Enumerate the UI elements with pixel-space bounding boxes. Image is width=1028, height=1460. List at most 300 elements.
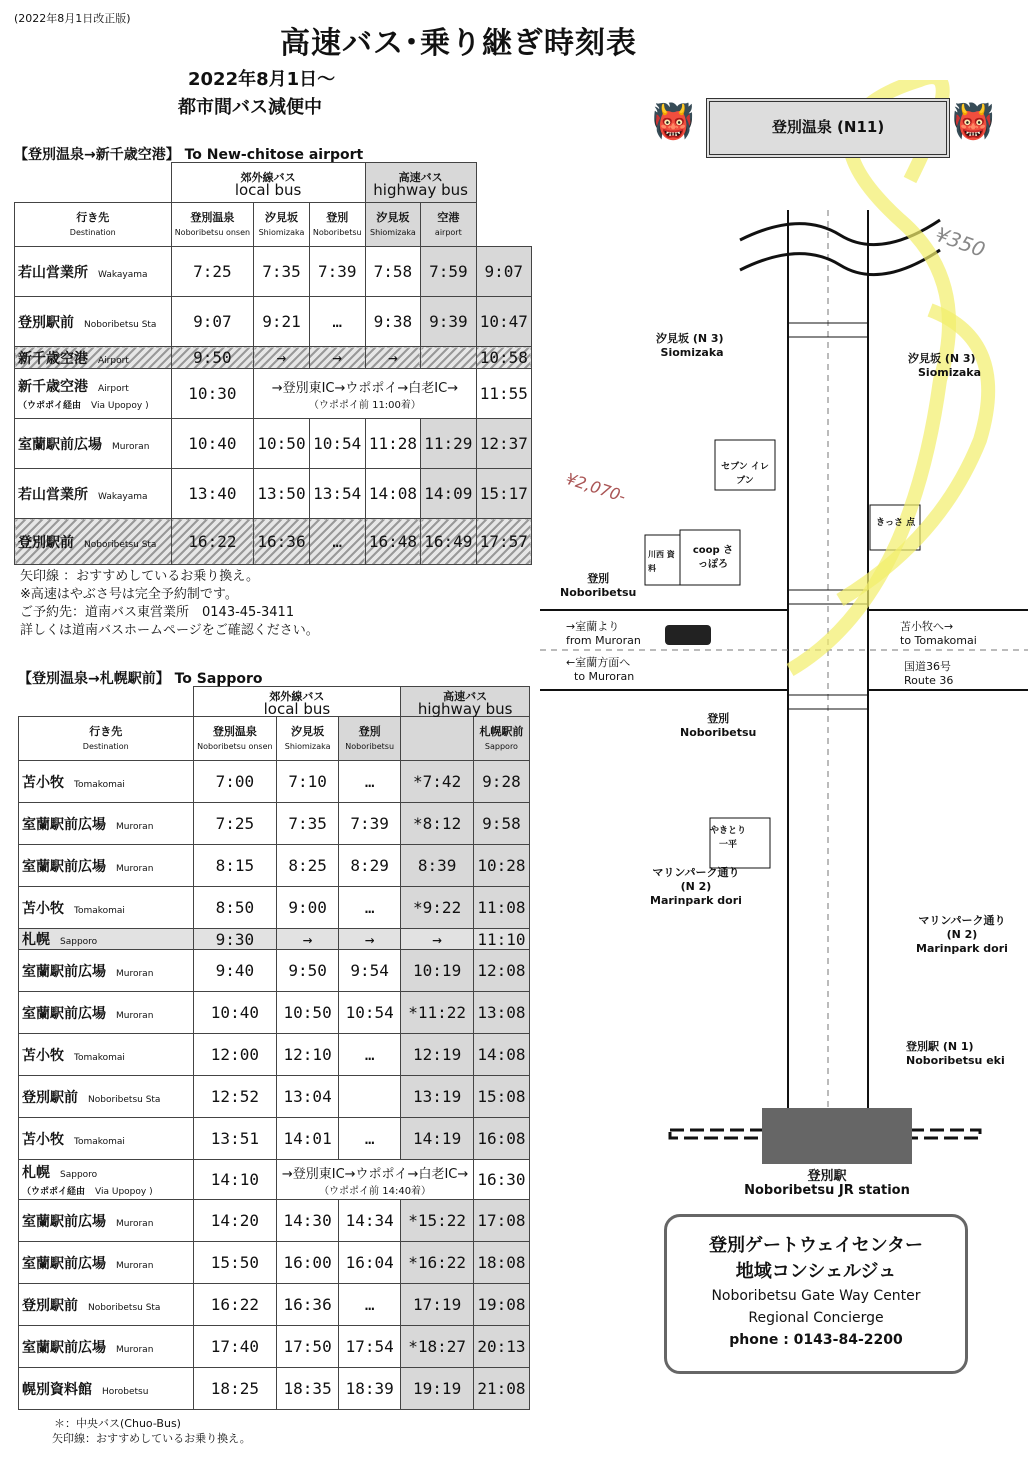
time-cell: 9:07: [171, 297, 254, 347]
time-cell: 17:08: [473, 1200, 529, 1242]
note-website: 詳しくは道南バスホームページをご確認ください。: [20, 623, 319, 638]
destination-jp: 新千歳空港: [18, 378, 88, 395]
destination-cell: [19, 761, 194, 803]
destination-en: Wakayama: [98, 269, 148, 280]
time-cell: 11:28: [365, 419, 420, 469]
time-cell: …: [338, 887, 400, 929]
time-cell: 9:28: [473, 761, 529, 803]
destination-jp: 室蘭駅前広場: [22, 858, 106, 875]
destination-en: Noboribetsu Sta: [84, 319, 157, 330]
station-name-jp: 登別駅: [807, 1169, 847, 1184]
concierge-name-en: Noboribetsu Gate Way Center: [711, 1288, 921, 1304]
reduced-service-notice: [178, 66, 335, 122]
time-cell: 7:59: [421, 247, 476, 297]
time-cell: 16:49: [421, 519, 476, 565]
time-cell: 8:39: [401, 845, 474, 887]
stop-name-en: Noboribetsu eki: [906, 1054, 1005, 1067]
to-tomakomai-label: [900, 620, 977, 648]
time-cell: 17:40: [193, 1326, 277, 1368]
destination-en: Wakayama: [98, 491, 148, 502]
highway-group-jp: 高速バス: [443, 689, 488, 703]
destination-jp: 登別駅前: [18, 314, 74, 331]
shop-yakitori-label: やきとり 一平: [709, 826, 746, 850]
upopoy-arrival: （ウポポイ前 14:40着）: [319, 1185, 432, 1197]
stop-code: (N 2): [680, 880, 712, 893]
time-cell: 13:40: [171, 469, 254, 519]
sapporo-section-heading: 【登別温泉→札幌駅前】 To Sapporo: [18, 671, 263, 687]
upopoy-route: →登別東IC→ウポポイ→白老IC→: [281, 1166, 469, 1182]
oni-mascot-left-icon: 👹: [652, 102, 695, 142]
shop-seven-label: セブン イレブン: [721, 462, 769, 486]
destination-jp: 室蘭駅前広場: [22, 816, 106, 833]
destination-jp: 新千歳空港: [18, 350, 88, 367]
time-cell: 15:17: [476, 469, 531, 519]
time-cell: 16:22: [193, 1284, 277, 1326]
stop-name-jp: 登別: [707, 712, 730, 725]
table-row: [15, 247, 532, 297]
table-row: [15, 519, 532, 565]
upopoy-route-cell: [254, 369, 476, 419]
to-tomakomai-jp: 苫小牧へ→: [900, 620, 954, 633]
time-cell: 16:30: [473, 1160, 529, 1200]
to-muroran-label: [566, 656, 634, 684]
time-cell: 15:50: [193, 1242, 277, 1284]
destination-jp: 室蘭駅前広場: [22, 1213, 106, 1230]
time-cell: 17:57: [476, 519, 531, 565]
table-row: [19, 887, 530, 929]
destination-cell: [19, 1034, 194, 1076]
concierge-box: [664, 1214, 968, 1374]
concierge-name-jp: 登別ゲートウェイセンター: [708, 1235, 924, 1256]
time-cell: …: [338, 1034, 400, 1076]
time-cell: 11:29: [421, 419, 476, 469]
highway-group-en: highway bus: [417, 699, 513, 718]
table-row: [15, 347, 532, 369]
destination-en: Sapporo: [60, 1169, 98, 1180]
time-cell: 16:36: [254, 519, 309, 565]
upopoy-arrival: （ウポポイ前 11:00着）: [308, 399, 421, 411]
edition-label: (2022年8月1日改正版): [14, 12, 131, 25]
time-cell: 7:25: [171, 247, 254, 297]
time-cell: 12:00: [193, 1034, 277, 1076]
stop-name-en: Noboribetsu: [680, 726, 757, 739]
destination-jp: 登別駅前: [22, 1089, 78, 1106]
column-header-jp: 汐見坂: [291, 725, 325, 738]
page-title: 高速バス･乗り継ぎ時刻表: [280, 26, 637, 61]
from-muroran-en: from Muroran: [566, 634, 641, 647]
footnote-arrow: 矢印線：おすすめしているお乗り換え。: [52, 1432, 251, 1445]
shop-coop-label: coop さっぽろ: [692, 545, 734, 570]
destination-cell: [19, 1368, 194, 1410]
destination-en: Tomakomai: [74, 779, 125, 790]
column-header-en: Destination: [69, 228, 116, 237]
destination-cell: [15, 419, 172, 469]
table-row: [15, 297, 532, 347]
destination-jp: 札幌: [22, 1164, 50, 1181]
destination-cell: [19, 1242, 194, 1284]
time-cell: →: [401, 929, 474, 950]
time-cell: 12:10: [277, 1034, 339, 1076]
column-header: [338, 717, 400, 761]
time-cell: 14:30: [277, 1200, 339, 1242]
time-cell: 12:37: [476, 419, 531, 469]
table-row: [19, 992, 530, 1034]
stop-n1: [906, 1040, 1005, 1068]
column-header-jp: 行き先: [76, 211, 110, 224]
table-row: [19, 1118, 530, 1160]
time-cell: 7:35: [254, 247, 309, 297]
destination-en: Muroran: [116, 968, 154, 979]
stop-n3-left: [656, 332, 724, 360]
destination-jp: 若山営業所: [18, 486, 88, 503]
column-header-en: Sapporo: [484, 742, 518, 751]
time-cell: 12:08: [473, 950, 529, 992]
column-header: [193, 717, 277, 761]
time-cell: 10:30: [171, 369, 254, 419]
destination-jp: 苫小牧: [22, 1131, 64, 1148]
time-cell: 21:08: [473, 1368, 529, 1410]
time-cell: 10:40: [171, 419, 254, 469]
time-cell: 13:54: [309, 469, 365, 519]
stop-name-jp: 登別駅 (N 1): [906, 1040, 974, 1053]
route36-en: Route 36: [904, 674, 954, 687]
via-upopoy-jp: （ウポポイ経由: [22, 1186, 86, 1197]
destination-cell: [19, 845, 194, 887]
time-cell: 7:00: [193, 761, 277, 803]
destination-en: Airport: [98, 383, 129, 394]
destination-jp: 若山営業所: [18, 264, 88, 281]
stop-name-en: Noboribetsu: [560, 586, 637, 599]
stop-name-en: Siomizaka: [918, 366, 982, 379]
time-cell: →: [254, 347, 309, 369]
shop-kissa-label: きっさ 点: [876, 518, 916, 528]
time-cell: …: [338, 761, 400, 803]
table-row: [19, 1368, 530, 1410]
destination-cell: [15, 297, 172, 347]
table-row: [19, 950, 530, 992]
sapporo-footnotes: [54, 1416, 251, 1446]
destination-jp: 室蘭駅前広場: [22, 1339, 106, 1356]
stop-name-jp: マリンパーク通り: [918, 914, 1006, 927]
destination-en: Muroran: [112, 441, 150, 452]
destination-jp: 登別駅前: [18, 534, 74, 551]
time-cell: *15:22: [401, 1200, 474, 1242]
time-cell: 16:00: [277, 1242, 339, 1284]
destination-en: Muroran: [116, 1010, 154, 1021]
local-group-en: local bus: [234, 180, 302, 199]
stop-n2-left: [650, 866, 742, 908]
table-row: [19, 1076, 530, 1118]
time-cell: 17:54: [338, 1326, 400, 1368]
table-row: [19, 761, 530, 803]
time-cell: 9:07: [476, 247, 531, 297]
time-cell: 14:10: [193, 1160, 277, 1200]
notice-text: 都市間バス減便中: [178, 97, 322, 118]
destination-cell: [19, 992, 194, 1034]
time-cell: …: [338, 1118, 400, 1160]
via-upopoy-jp: （ウポポイ経由: [18, 400, 82, 411]
destination-cell: [15, 519, 172, 565]
sapporo-local-group: [193, 687, 401, 717]
to-tomakomai-en: to Tomakomai: [900, 634, 977, 647]
time-cell: 18:08: [473, 1242, 529, 1284]
destination-cell: [19, 887, 194, 929]
table-row: [15, 419, 532, 469]
time-cell: 16:08: [473, 1118, 529, 1160]
time-cell: 9:58: [473, 803, 529, 845]
handwritten-fare-2070: ¥2,070-: [563, 468, 629, 507]
time-cell: 9:50: [171, 347, 254, 369]
time-cell: 10:47: [476, 297, 531, 347]
column-header-jp: 汐見坂: [376, 211, 410, 224]
time-cell: 11:55: [476, 369, 531, 419]
time-cell: 10:19: [401, 950, 474, 992]
upopoy-route-cell: [277, 1160, 474, 1200]
column-header-en: Destination: [82, 742, 129, 751]
column-header: [15, 203, 172, 247]
time-cell: 20:13: [473, 1326, 529, 1368]
column-header-en: Shiomizaka: [258, 228, 305, 237]
destination-en: Noboribetsu Sta: [88, 1094, 161, 1105]
local-group-en: local bus: [263, 699, 331, 718]
time-cell: [338, 1076, 400, 1118]
time-cell: 9:40: [193, 950, 277, 992]
stop-name-en: Siomizaka: [660, 346, 724, 359]
station-label: [742, 1170, 912, 1198]
time-cell: *18:27: [401, 1326, 474, 1368]
time-cell: *8:12: [401, 803, 474, 845]
destination-en: Horobetsu: [102, 1386, 149, 1397]
stop-noboribetsu-left: [560, 572, 636, 600]
time-cell: →: [277, 929, 339, 950]
airport-timetable: [14, 162, 532, 565]
bus-icon: [665, 625, 711, 645]
destination-jp: 苫小牧: [22, 900, 64, 917]
time-cell: 10:58: [476, 347, 531, 369]
column-header-jp: 登別: [358, 725, 381, 738]
destination-en: Tomakomai: [74, 1052, 125, 1063]
sapporo-highway-group: [401, 687, 530, 717]
airport-local-group: [171, 163, 365, 203]
column-header: [254, 203, 309, 247]
upopoy-row: [15, 369, 532, 419]
time-cell: 8:50: [193, 887, 277, 929]
destination-cell: [19, 1160, 194, 1200]
time-cell: 10:28: [473, 845, 529, 887]
destination-cell: [15, 469, 172, 519]
time-cell: 14:20: [193, 1200, 277, 1242]
time-cell: 9:30: [193, 929, 277, 950]
destination-cell: [19, 929, 194, 950]
time-cell: 9:00: [277, 887, 339, 929]
time-cell: 11:10: [473, 929, 529, 950]
to-muroran-en: to Muroran: [574, 670, 635, 683]
highway-group-jp: 高速バス: [398, 170, 443, 184]
highway-group-en: highway bus: [373, 180, 468, 199]
time-cell: *11:22: [401, 992, 474, 1034]
column-header-jp: 空港: [437, 211, 460, 224]
column-header-jp: 登別温泉: [190, 211, 235, 224]
table-row: [19, 1242, 530, 1284]
time-cell: 13:08: [473, 992, 529, 1034]
time-cell: 7:10: [277, 761, 339, 803]
destination-cell: [15, 347, 172, 369]
destination-en: Muroran: [116, 1260, 154, 1271]
concierge-subtitle-en: Regional Concierge: [748, 1310, 884, 1326]
column-header-en: Noboribetsu: [345, 742, 395, 751]
time-cell: 18:25: [193, 1368, 277, 1410]
column-header: [421, 203, 476, 247]
time-cell: 16:04: [338, 1242, 400, 1284]
time-cell: 14:19: [401, 1118, 474, 1160]
stop-name-en: Marinpark dori: [916, 942, 1008, 955]
time-cell: 18:35: [277, 1368, 339, 1410]
destination-jp: 室蘭駅前広場: [22, 963, 106, 980]
column-header: [19, 717, 194, 761]
time-cell: *16:22: [401, 1242, 474, 1284]
onsen-sign: 登別温泉 (N11): [706, 98, 950, 158]
time-cell: 7:25: [193, 803, 277, 845]
time-cell: 16:22: [171, 519, 254, 565]
time-cell: 10:50: [254, 419, 309, 469]
destination-en: Noboribetsu Sta: [84, 539, 157, 550]
destination-en: Tomakomai: [74, 1136, 125, 1147]
time-cell: 9:54: [338, 950, 400, 992]
table-row: [19, 845, 530, 887]
time-cell: [421, 347, 476, 369]
time-cell: 10:54: [309, 419, 365, 469]
time-cell: …: [309, 519, 365, 565]
column-header: [365, 203, 420, 247]
destination-cell: [19, 1118, 194, 1160]
time-cell: 17:19: [401, 1284, 474, 1326]
destination-cell: [19, 1200, 194, 1242]
destination-en: Noboribetsu Sta: [88, 1302, 161, 1313]
time-cell: →: [309, 347, 365, 369]
destination-jp: 室蘭駅前広場: [22, 1005, 106, 1022]
to-muroran-jp: ←室蘭方面へ: [566, 656, 631, 669]
destination-cell: [19, 1284, 194, 1326]
via-upopoy-en: Via Upopoy ): [91, 400, 149, 411]
time-cell: 9:21: [254, 297, 309, 347]
destination-en: Tomakomai: [74, 905, 125, 916]
column-header-jp: 登別: [326, 211, 349, 224]
time-cell: 7:39: [309, 247, 365, 297]
time-cell: 10:50: [277, 992, 339, 1034]
destination-en: Muroran: [116, 1218, 154, 1229]
stop-name-en: Marinpark dori: [650, 894, 742, 907]
time-cell: 9:38: [365, 297, 420, 347]
airport-section-heading: 【登別温泉→新千歳空港】 To New-chitose airport: [14, 147, 364, 163]
time-cell: 8:25: [277, 845, 339, 887]
time-cell: 10:54: [338, 992, 400, 1034]
note-arrow: 矢印線 ：おすすめしているお乗り換え。: [20, 569, 260, 584]
table-row: [19, 1034, 530, 1076]
note-reservation: ※高速はやぶさ号は完全予約制です。: [20, 587, 238, 602]
oni-mascot-right-icon: 👹: [952, 102, 995, 142]
route36-jp: 国道36号: [904, 660, 951, 673]
column-header: [171, 203, 254, 247]
table-row: [15, 469, 532, 519]
time-cell: 12:19: [401, 1034, 474, 1076]
time-cell: →: [365, 347, 420, 369]
time-cell: 13:50: [254, 469, 309, 519]
sapporo-timetable: [18, 686, 530, 1410]
column-header-en: Noboribetsu onsen: [174, 228, 251, 237]
destination-en: Muroran: [116, 863, 154, 874]
concierge-subtitle-jp: 地域コンシェルジュ: [735, 1261, 897, 1282]
destination-jp: 室蘭駅前広場: [18, 436, 102, 453]
time-cell: 16:36: [277, 1284, 339, 1326]
column-header-jp: 行き先: [89, 725, 123, 738]
time-cell: →: [338, 929, 400, 950]
time-cell: 11:08: [473, 887, 529, 929]
destination-jp: 室蘭駅前広場: [22, 1255, 106, 1272]
time-cell: 14:01: [277, 1118, 339, 1160]
column-header-jp: 汐見坂: [264, 211, 298, 224]
time-cell: 14:09: [421, 469, 476, 519]
time-cell: 13:19: [401, 1076, 474, 1118]
column-header-en: Noboribetsu: [312, 228, 362, 237]
time-cell: 12:52: [193, 1076, 277, 1118]
time-cell: 7:58: [365, 247, 420, 297]
destination-cell: [15, 369, 172, 419]
column-header-jp: 登別温泉: [212, 725, 257, 738]
stop-noboribetsu-bottom: [680, 712, 756, 740]
time-cell: *7:42: [401, 761, 474, 803]
stop-name-jp: 汐見坂 (N 3): [656, 332, 724, 345]
time-cell: 9:39: [421, 297, 476, 347]
station-name-en: Noboribetsu JR station: [744, 1183, 910, 1198]
destination-en: Sapporo: [60, 937, 98, 947]
column-header-jp: 札幌駅前: [479, 725, 524, 738]
stop-code: (N 2): [946, 928, 978, 941]
station-building-icon: [762, 1108, 912, 1164]
column-header: [277, 717, 339, 761]
destination-jp: 苫小牧: [22, 1047, 64, 1064]
time-cell: 19:08: [473, 1284, 529, 1326]
time-cell: …: [338, 1284, 400, 1326]
stop-name-jp: 登別: [587, 572, 610, 585]
via-upopoy-en: Via Upopoy ): [95, 1186, 153, 1197]
table-row: [19, 929, 530, 950]
time-cell: 19:19: [401, 1368, 474, 1410]
destination-en: Muroran: [116, 821, 154, 832]
stop-n3-right: [908, 352, 981, 380]
time-cell: …: [309, 297, 365, 347]
column-header-en: Shiomizaka: [284, 742, 331, 751]
time-cell: 8:29: [338, 845, 400, 887]
table-row: [19, 803, 530, 845]
destination-jp: 苫小牧: [22, 774, 64, 791]
table-row: [19, 1284, 530, 1326]
local-group-jp: 郊外線バス: [240, 170, 296, 184]
column-header: [401, 717, 474, 761]
time-cell: 18:39: [338, 1368, 400, 1410]
table-row: [19, 1200, 530, 1242]
time-cell: 15:08: [473, 1076, 529, 1118]
upopoy-row: [19, 1160, 530, 1200]
destination-jp: 幌別資料館: [22, 1381, 92, 1398]
time-cell: 13:04: [277, 1076, 339, 1118]
time-cell: *9:22: [401, 887, 474, 929]
footnote-chuo-bus: ＊：中央バス(Chuo-Bus): [54, 1417, 181, 1430]
destination-cell: [19, 1326, 194, 1368]
column-header-en: airport: [434, 228, 462, 237]
handwritten-fare-350: ¥350: [932, 222, 989, 262]
time-cell: 14:08: [365, 469, 420, 519]
notice-date: 2022年8月1日～: [188, 69, 336, 90]
